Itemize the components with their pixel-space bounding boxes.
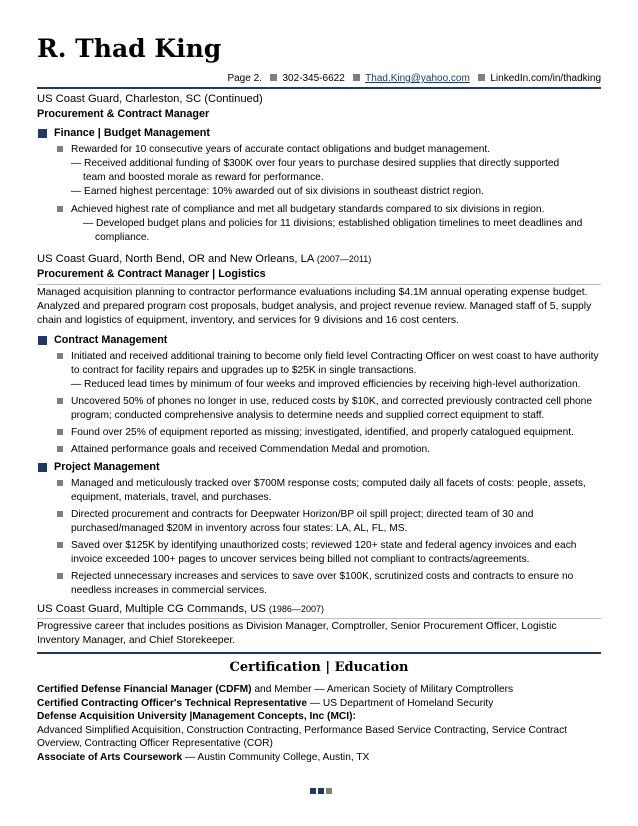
job-years: (1986—2007) <box>268 604 324 614</box>
job-org: US Coast Guard, Charleston, SC (Continued) <box>37 93 263 105</box>
education-associate: Associate of Arts Coursework — Austin Community College, Austin, TX <box>37 751 370 763</box>
phone-number: 302-345-6622 <box>282 73 345 84</box>
bullet-item: Saved over $125K by identifying unauthorized costs; reviewed 120+ state and federal agency invoices and each invoice exceeded 100+ pages to uncover services being billed not compliant to contracts/agreements. <box>37 539 601 567</box>
bullet-item: Managed and meticulously tracked over $700M response costs; computed daily all facets of costs: people, assets, equipment, materials, travel, and purchases. <box>37 477 601 505</box>
job-title: Procurement & Contract Manager | Logistics <box>37 268 266 280</box>
separator-square-icon <box>353 74 360 81</box>
sub-bullet: — Developed budget plans and policies for 11 divisions; established obligation timelines to meet deadlines and compliance. <box>83 218 583 243</box>
separator-square-icon <box>478 74 485 81</box>
job-summary: Managed acquisition planning to contractor performance evaluations including $4.1M annual operating expense budget. Analyzed and prepared program cost proposals, budget analysis, and project revenue review. Managed staff of 5, supply chain and logistics of equipment, inventory, and services for 9 divisions and 16 cost centers. <box>37 287 592 326</box>
certification-rule <box>37 652 601 654</box>
footer-squares-icon <box>310 781 340 787</box>
job-charleston <box>37 92 601 245</box>
header-rule <box>37 87 601 89</box>
bullet-item: Rejected unnecessary increases and services to save over $100K, scrutinized costs and contracts to ensure no needless increases in commercial services. <box>37 570 601 598</box>
email-link[interactable]: Thad.King@yahoo.com <box>365 73 470 84</box>
divider <box>37 284 601 285</box>
sub-bullet: — Earned highest percentage: 10% awarded out of six divisions in southeast district region. <box>71 186 484 197</box>
section-finance: Finance | Budget Management <box>37 126 601 141</box>
candidate-name: R. Thad King <box>37 34 222 63</box>
bullet-item: Attained performance goals and received Commendation Medal and promotion. <box>37 443 601 457</box>
sub-bullet: — Received additional funding of $300K over four years to purchase desired supplies that directly supported team and boosted morale as reward for performance. <box>71 158 560 183</box>
job-title: Procurement & Contract Manager <box>37 108 210 120</box>
divider <box>37 618 601 619</box>
bullet-item: Directed procurement and contracts for Deepwater Horizon/BP oil spill project; directed team of 30 and purchased/managed $20M in inventory across four states: LA, AL, FL, MS. <box>37 508 601 536</box>
job-north-bend-details <box>37 286 601 598</box>
certification-list <box>37 683 601 764</box>
bullet-item: Achieved highest rate of compliance and met all budgetary standards compared to six divisions in region. <box>37 203 601 217</box>
certification-heading: Certification | Education <box>229 660 409 675</box>
page-number: Page 2. <box>227 73 262 84</box>
bullet-item: Found over 25% of equipment reported as missing; investigated, identified, and properly catalogued equipment. <box>37 426 601 440</box>
cert-courses: Advanced Simplified Acquisition, Construction Contracting, Performance Based Service Contracting, Service Contract Overview, Contracting Officer Representative (COR) <box>37 724 568 749</box>
cert-cotr: Certified Contracting Officer's Technical Representative — US Department of Homeland Security <box>37 697 494 709</box>
bullet-item: Rewarded for 10 consecutive years of accurate contact obligations and budget management. <box>37 143 601 157</box>
separator-square-icon <box>270 74 277 81</box>
job-north-bend <box>37 252 601 282</box>
contact-line <box>227 72 601 86</box>
job-multiple-commands <box>37 602 601 617</box>
cert-dau: Defense Acquisition University |Management Concepts, Inc (MCI): <box>37 711 356 722</box>
section-project-management: Project Management <box>37 460 601 475</box>
job-org: US Coast Guard, Multiple CG Commands, US (1986—2007) <box>37 603 324 615</box>
job-summary: Progressive career that includes positions as Division Manager, Comptroller, Senior Procurement Officer, Logistic Inventory Manager, and Chief Storekeeper. <box>37 621 557 646</box>
job-years: (2007—2011) <box>316 254 372 264</box>
job-org: US Coast Guard, North Bend, OR and New Orleans, LA (2007—2011) <box>37 253 372 265</box>
bullet-item: Uncovered 50% of phones no longer in use, reduced costs by $10K, and corrected previously contracted cell phone program; conducted comprehensive analysis to determine needs and supplied correct equipment to staff. <box>37 395 601 423</box>
section-contract-management: Contract Management <box>37 333 601 348</box>
linkedin-url: LinkedIn.com/in/thadking <box>490 73 601 84</box>
bullet-item: Initiated and received additional training to become only field level Contracting Officer on west coast to have authority to contract for facility repairs and upgrades up to $25K in single transactions. <box>37 350 601 378</box>
sub-bullet: — Reduced lead times by minimum of four weeks and improved efficiencies by receiving high-level authorization. <box>71 379 581 390</box>
cert-cdfm: Certified Defense Financial Manager (CDFM) and Member — American Society of Military Comptrollers <box>37 684 514 695</box>
